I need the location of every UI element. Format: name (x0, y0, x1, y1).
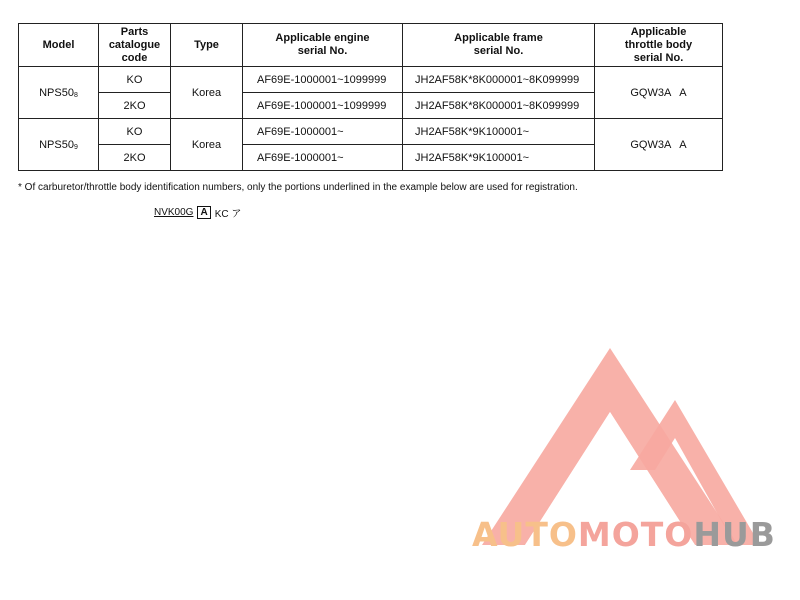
brand-moto: MOTO (577, 515, 694, 554)
table-header-row (19, 24, 723, 67)
frame-serial-cell: JH2AF58K*8K000001~8K099999 (403, 67, 595, 93)
serial-number-table (18, 23, 723, 171)
parts-code-cell: 2KO (99, 93, 171, 119)
brand-hub: HUB (693, 515, 776, 554)
type-cell: Korea (171, 119, 243, 171)
engine-serial-cell: AF69E-1000001~ (243, 145, 403, 171)
model-name: NPS50 (39, 138, 74, 151)
model-year-subscript: 8 (73, 91, 78, 99)
example-boxed-letter: A (197, 206, 210, 219)
example-rest: KC ア (214, 209, 242, 220)
header-parts-code: Parts catalogue code (99, 24, 171, 67)
table-row (19, 119, 723, 145)
model-cell (19, 119, 99, 171)
table-row (19, 67, 723, 93)
model-year-subscript: 9 (73, 143, 78, 151)
header-frame-serial: Applicable frame serial No. (403, 24, 595, 67)
frame-serial-cell: JH2AF58K*9K100001~ (403, 145, 595, 171)
header-engine-serial: Applicable engine serial No. (243, 24, 403, 67)
engine-serial-cell: AF69E-1000001~ (243, 119, 403, 145)
example-underlined-part: NVK00G (154, 207, 194, 218)
throttle-serial-cell: GQW3A A (595, 67, 723, 119)
identification-example (154, 205, 241, 220)
engine-serial-cell: AF69E-1000001~1099999 (243, 67, 403, 93)
type-cell: Korea (171, 67, 243, 119)
parts-code-cell: 2KO (99, 145, 171, 171)
parts-code-cell: KO (99, 67, 171, 93)
throttle-serial-cell: GQW3A A (595, 119, 723, 171)
brand-auto: AUTO (472, 515, 578, 554)
header-throttle-serial: Applicable throttle body serial No. (595, 24, 723, 67)
header-model: Model (19, 24, 99, 67)
parts-code-cell: KO (99, 119, 171, 145)
model-cell (19, 67, 99, 119)
header-type: Type (171, 24, 243, 67)
frame-serial-cell: JH2AF58K*9K100001~ (403, 119, 595, 145)
watermark-brand-text (472, 515, 776, 555)
frame-serial-cell: JH2AF58K*8K000001~8K099999 (403, 93, 595, 119)
registration-note: * Of carburetor/throttle body identification numbers, only the portions underlined in the example below are used for registration. (18, 182, 578, 193)
engine-serial-cell: AF69E-1000001~1099999 (243, 93, 403, 119)
model-name: NPS50 (39, 86, 74, 99)
